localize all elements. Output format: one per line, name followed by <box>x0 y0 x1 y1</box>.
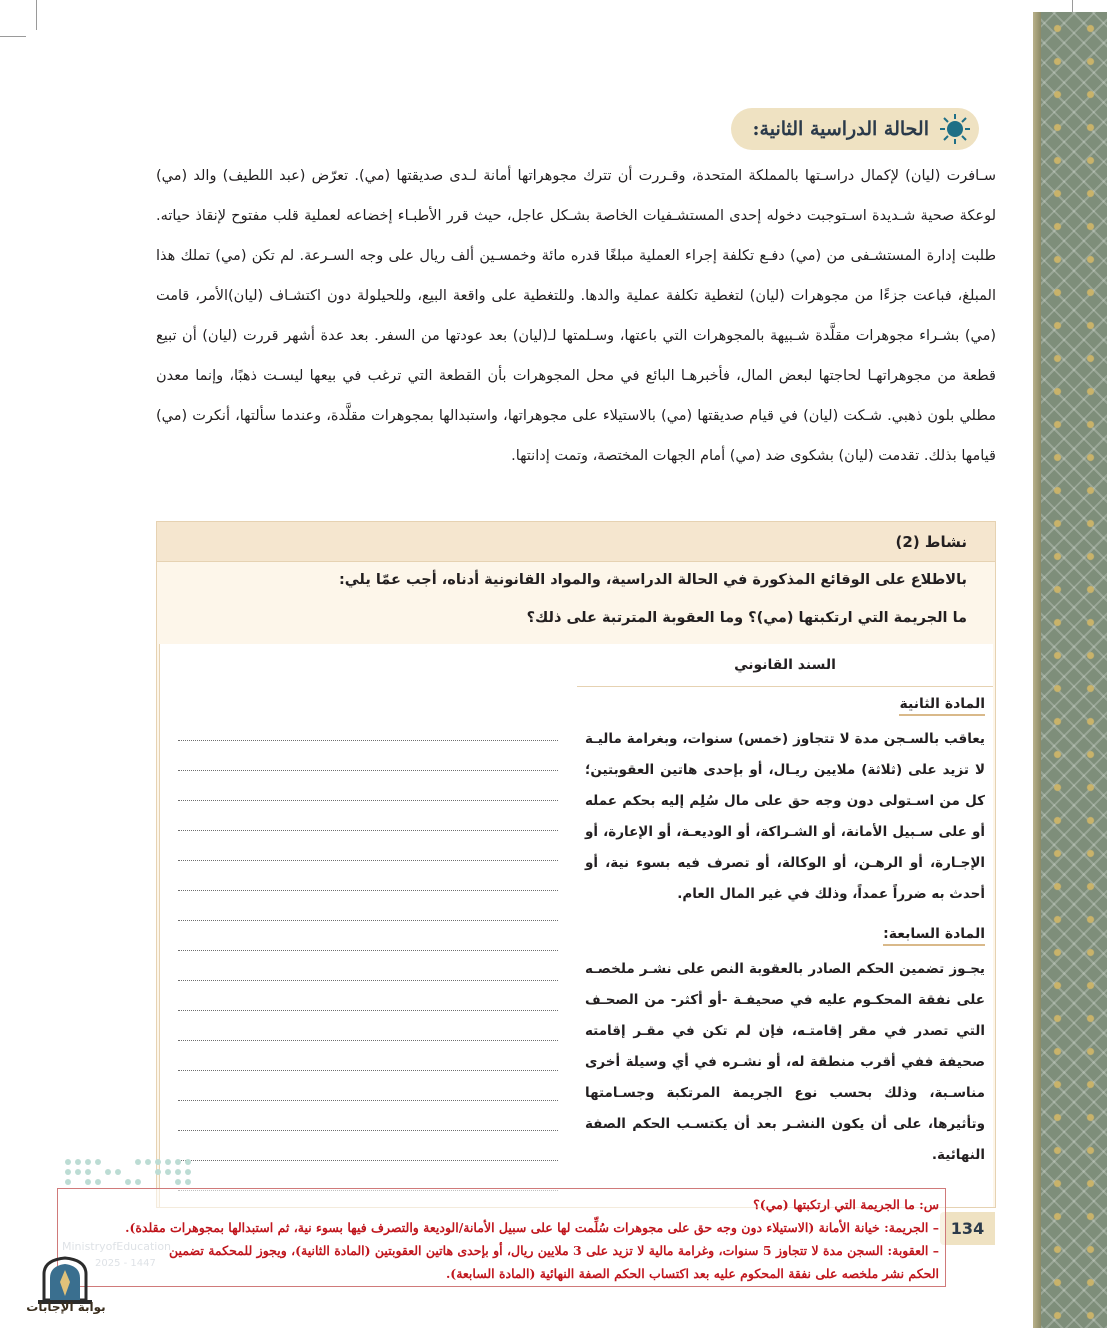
legal-basis-header: السند القانوني <box>577 644 993 687</box>
answer-line[interactable] <box>178 1160 558 1161</box>
answer-penalty-continued: الحكم نشر ملخصه على نفقة المحكوم عليه بعد اكتساب الحكم الصفة النهائية (المادة السابعة). <box>445 1266 939 1281</box>
answer-line[interactable] <box>178 1100 558 1101</box>
answer-line[interactable] <box>178 980 558 981</box>
article-2-title: المادة الثانية <box>899 696 985 716</box>
crop-mark <box>36 0 37 30</box>
answer-line[interactable] <box>178 890 558 891</box>
page-number: 134 <box>940 1212 995 1245</box>
section-title: الحالة الدراسية الثانية: <box>752 118 929 140</box>
activity-box <box>156 521 996 1208</box>
answer-line[interactable] <box>178 800 558 801</box>
answer-line[interactable] <box>178 1130 558 1131</box>
answer-line[interactable] <box>178 950 558 951</box>
activity-title: نشاط (2) <box>157 522 995 562</box>
sun-burst-icon <box>939 113 971 145</box>
answer-penalty: – العقوبة: السجن مدة لا تتجاوز 5 سنوات، وغرامة مالية لا تزيد على 3 ملايين ريال، أو بإحدى هاتين العقوبتين (المادة الثانية)، ويجوز للمحكمة تضمين <box>169 1243 939 1258</box>
answer-line[interactable] <box>178 770 558 771</box>
answer-line[interactable] <box>178 860 558 861</box>
article-2-text: يعاقب بالسـجن مدة لا تتجاوز (خمس) سنوات، وبغرامة ماليـة لا تزيد على (ثلاثة) ملايين ريـال، أو بإحدى هاتين العقوبتين؛ كل من اسـتولى دون وجه حق على مال سُلِم إليه بحكم عمله أو على سـبيل الأمانة، أو الشـراكة، أو الوديعـة، أو الإعارة، أو الإجـارة، أو الرهـن، أو الوكالة، أو تصرف فيه بسوء نية، أو أحدث به ضرراً عمداً، وذلك في غير المال العام. <box>585 731 985 902</box>
answer-line[interactable] <box>178 1070 558 1071</box>
answer-line[interactable] <box>178 920 558 921</box>
answer-line[interactable] <box>178 1010 558 1011</box>
answer-crime: – الجريمة: خيانة الأمانة (الاستيلاء دون وجه حق على مجوهرات سُلِّمت لها على سبيل الأمانة/الوديعة والتصرف فيها بسوء نية، ثم استبدالها بمجوهرات مقلدة). <box>125 1220 939 1235</box>
logo-label[interactable]: بوابة الإجابات <box>26 1300 106 1314</box>
answer-line[interactable] <box>178 1040 558 1041</box>
section-heading <box>731 108 979 150</box>
answer-line[interactable] <box>178 740 558 741</box>
answer-question: س: ما الجريمة التي ارتكبتها (مي)؟ <box>753 1197 939 1212</box>
decorative-pattern-border <box>1041 12 1107 1328</box>
activity-instruction: بالاطلاع على الوقائع المذكورة في الحالة الدراسية، والمواد القانونية أدناه، أجب عمّا يلي: <box>338 572 967 588</box>
answer-overlay <box>57 1188 946 1287</box>
decorative-border-edge <box>1033 12 1041 1328</box>
crop-mark <box>1072 0 1073 12</box>
crop-mark <box>0 36 26 37</box>
case-study-paragraph: سـافرت (ليان) لإكمال دراسـتها بالمملكة المتحدة، وقـررت أن تترك مجوهراتها أمانة لـدى صديقتها (مي). تعرّض (عبد اللطيف) والد (مي) لوعكة صحية شـديدة اسـتوجبت دخوله إحدى المستشـفيات الخاصة بشـكل عاجل، حيث قرر الأطبـاء إخضاعه لعملية قلب مفتوح لإنقاذ حياته. طلبت إدارة المستشـفى من (مي) دفـع تكلفة إجراء العملية مبلغًا قدره مائة وخمسـين ألف ريال على وجه السـرعة. لم تكن (مي) تملك هذا المبلغ، فباعت جزءًا من مجوهرات (ليان) لتغطية تكلفة عملية والدها. وللتغطية على واقعة البيع، وللحيلولة دون اكتشـاف (ليان)الأمر، قامت (مي) بشـراء مجوهرات مقلَّدة شـبيهة بالمجوهرات التي باعتها، وسـلمتها لـ(ليان) بعد عودتها من السفر. بعد عدة أشهر قررت (ليان) أن تبيع قطعة من مجوهراتهـا لحاجتها لبعض المال، فأخبرهـا البائع في محل المجوهرات بأن القطعة التي ترغب في بيعها ليسـت ذهبًا، وإنما معدن مطلي بلون ذهبي. شـكت (ليان) في قيام صديقتها (مي) بالاستيلاء على مجوهراتها، واستبدالها بمجوهرات مقلَّدة، وعندما سألتها، أنكرت (مي) قيامها بذلك. تقدمت (ليان) بشكوى ضد (مي) أمام الجهات المختصة، وتمت إدانتها. <box>156 168 996 464</box>
activity-question: ما الجريمة التي ارتكبتها (مي)؟ وما العقوبة المترتبة على ذلك؟ <box>526 610 967 626</box>
answer-line[interactable] <box>178 830 558 831</box>
answer-area[interactable] <box>159 644 578 1207</box>
article-7-title: المادة السابعة: <box>883 926 985 946</box>
legal-basis-column <box>577 644 993 1207</box>
article-7-text: يجـوز تضمين الحكم الصادر بالعقوبة النص على نشـر ملخصـه على نفقة المحكـوم عليه في صحيفـة -أو أكثر- من الصحـف التي تصدر في مقر إقامتـه، فإن لم تكن في مقـر إقامته صحيفة ففي أقرب منطقة له، أو نشـره في أي وسيلة أخرى مناسـبة، وذلك بحسب نوع الجريمة المرتكبة وجسـامتها وتأثيرها، على أن يكون النشـر بعد أن يكتسـب الحكم الصفة النهائية. <box>585 961 985 1163</box>
